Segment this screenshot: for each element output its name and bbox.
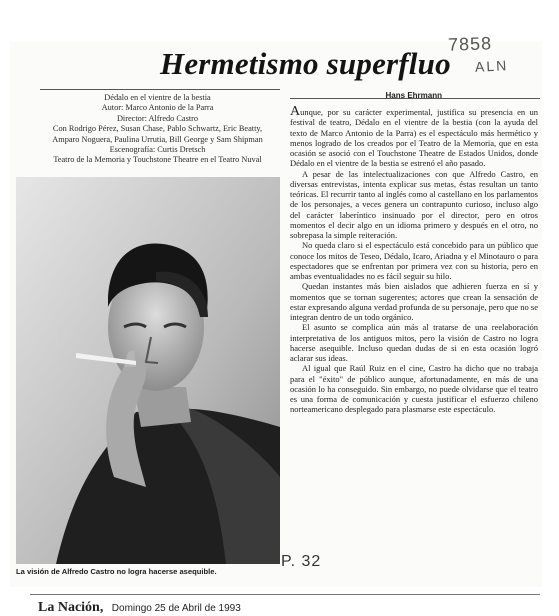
article-paragraph [290, 104, 538, 169]
credit-author: Autor: Marco Antonio de la Parra [101, 103, 214, 113]
actor-photo [16, 177, 280, 564]
credit-cast-1: Con Rodrigo Pérez, Susan Chase, Pablo Schwartz, Eric Beatty, [52, 124, 263, 134]
article-body [290, 104, 538, 415]
handwritten-number: 7858 [447, 33, 493, 55]
credit-companies: Teatro de la Memoria y Touchstone Theatre en el Teatro Nuval [53, 155, 262, 165]
byline-author: Hans Ehrmann [385, 91, 442, 100]
article-paragraph: Al igual que Raúl Ruiz en el cine, Castro ha dicho que no trabaja para el "éxito" de público aunque, afortunadamente, en más de una ocasión lo ha conseguido. Sin embargo, no puede olvidarse que el teatro es una forma de comunicación y cuesta justificar el esfuerzo chileno norteamericano desplegado para plasmarse este espectáculo. [290, 363, 538, 415]
byline-rule [290, 98, 540, 99]
footer-rule [30, 594, 540, 595]
credit-title: Dédalo en el vientre de la bestia [104, 93, 211, 102]
headline: Hermetismo superfluo [160, 46, 451, 81]
handwritten-code: ALN [474, 57, 509, 75]
credit-set-design: Escenografía: Curtis Dretsch [109, 145, 206, 155]
newspaper-name: La Nación, [38, 600, 104, 615]
newspaper-clipping [10, 42, 542, 615]
article-paragraph: Quedan instantes más bien aislados que adhieren fuerza en sí y momentos que se tornan sugerentes; actores que crean la sensación de estar expresando alguna verdad profunda de su personaje, pero que no se integran dentro de un todo orgánico. [290, 281, 538, 322]
photo-caption: La visión de Alfredo Castro no logra hacerse asequible. [16, 567, 217, 576]
actor-photo-image [16, 177, 280, 564]
publication-date: Domingo 25 de Abril de 1993 [111, 603, 241, 614]
article-paragraph: A pesar de las intelectualizaciones con que Alfredo Castro, en diversas entrevistas, intenta explicar sus metas, éstas resultan un tanto teóricas. El recurrir tanto al inglés como al castellano en los parlamentos de los personajes, a veces genera un contrapunto curioso, incluso algo del carácter laberíntico insinuado por el director, pero en otros momentos el decir algo en un idioma primero y después en el otro, no sobrepasa la simple reiteración. [290, 168, 538, 240]
drop-cap: A [290, 104, 301, 119]
newspaper-footer [38, 598, 241, 616]
production-credits [30, 93, 285, 166]
article-paragraph: El asunto se complica aún más al tratarse de una reelaboración interpretativa de los antiguos mitos, pero la visión de Castro no logra hacerse asequible. Incluso quedan dudas de si en esta ocasión logró aclarar sus ideas. [290, 322, 538, 363]
top-rule [40, 89, 280, 90]
article-paragraph: No queda claro si el espectáculo está concebido para un público que conoce los mitos de Teseo, Dédalo, Icaro, Ariadna y el Minotauro o para espectadores que se enfrentan por primera vez con su historia, pero en ambas eventualidades no es fácil seguir su hilo. [290, 240, 538, 281]
credit-director: Director: Alfredo Castro [116, 113, 199, 123]
credit-cast-2: Amparo Noguera, Paulina Urrutia, Bill George y Sam Shipman [52, 134, 263, 144]
handwritten-page: P. 32 [281, 553, 322, 570]
paragraph-text: unque, por su carácter experimental, justifica su presencia en un festival de teatro, Dédalo en el vientre de la bestia (con la ayuda del texto de Marco Antonio de la Parra) es el espectáculo más hermético y menos logrado de los creados por el Teatro de la Memoria, que en esta ocasión se asoció con el Touchstone Theatre de Estados Unidos, donde Dédalo en el vientre de la bestia se estrenó el año pasado. [290, 107, 538, 169]
